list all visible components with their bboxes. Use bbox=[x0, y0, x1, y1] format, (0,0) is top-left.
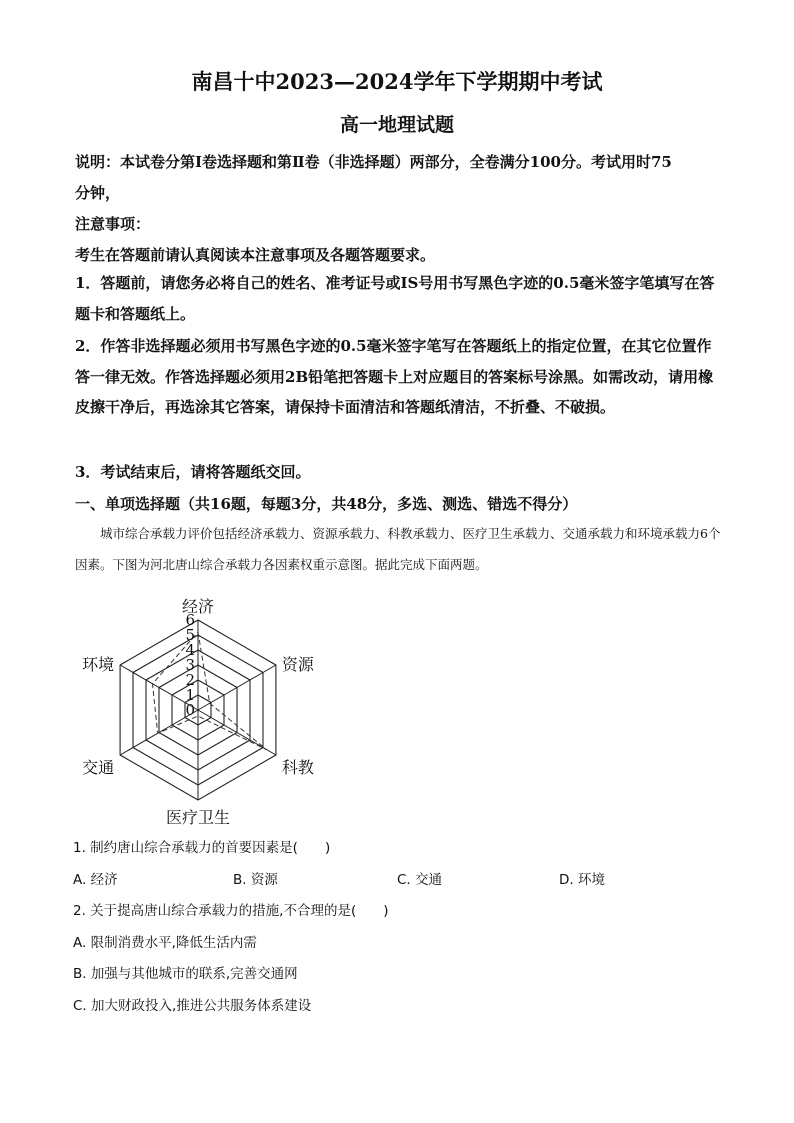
radar-spokes bbox=[120, 620, 276, 800]
radar-axis-label-4: 医疗卫生 bbox=[165, 808, 231, 827]
section-intro: 城市综合承载力评价包括经济承载力、资源承载力、科教承载力、医疗卫生承载力、交通承载力和环境承载力6个因素。下图为河北唐山综合承载力各因素权重示意图。据此完成下面两题。 bbox=[75, 526, 721, 572]
radar-tick-6: 6 bbox=[185, 611, 195, 629]
notes-item-3: 3．考试结束后，请将答题纸交回。 bbox=[75, 463, 311, 481]
question-2-option-b[interactable]: B. 加强与其他城市的联系,完善交通网 bbox=[73, 966, 298, 982]
section-heading: 一、单项选择题（共16题，每题3分，共48分，多选、测选、错选不得分） bbox=[75, 495, 578, 513]
exam-subtitle: 高一地理试题 bbox=[339, 114, 454, 136]
description-line-2: 分钟， bbox=[75, 184, 121, 202]
question-2-option-a[interactable]: A. 限制消费水平,降低生活内需 bbox=[73, 935, 257, 951]
radar-axis-label-2: 资源 bbox=[281, 655, 314, 674]
notes-reminder: 考生在答题前请认真阅读本注意事项及各题答题要求。 bbox=[75, 246, 436, 264]
question-2-stem: 2. 关于提高唐山综合承载力的措施,不合理的是( ) bbox=[73, 903, 389, 919]
radar-tick-0: 0 bbox=[185, 701, 195, 719]
question-1-option-c[interactable]: C. 交通 bbox=[397, 872, 443, 888]
exam-title: 南昌十中2023—2024学年下学期期中考试 bbox=[191, 69, 603, 94]
radar-tick-labels bbox=[185, 611, 195, 719]
notes-item-2: 2．作答非选择题必须用书写黑色字迹的0.5毫米签字笔写在答题纸上的指定位置，在其它位置作答一律无效。作答选择题必须用2B铅笔把答题卡上对应题目的答案标号涂黑。如需改动，请用橡皮擦干净后，再选涂其它答案，请保持卡面清洁和答题纸清洁，不折叠、不破损。 bbox=[75, 337, 714, 416]
question-1-stem: 1. 制约唐山综合承载力的首要因素是( ) bbox=[73, 840, 331, 856]
question-1-option-d[interactable]: D. 环境 bbox=[559, 872, 605, 888]
radar-axis-label-3: 科教 bbox=[281, 758, 314, 777]
radar-axis-label-6: 环境 bbox=[82, 655, 115, 674]
radar-tick-1: 1 bbox=[185, 686, 195, 704]
question-1-option-a[interactable]: A. 经济 bbox=[73, 872, 118, 888]
radar-tick-5: 5 bbox=[185, 626, 195, 644]
radar-tick-4: 4 bbox=[185, 641, 195, 659]
question-1-option-b[interactable]: B. 资源 bbox=[233, 872, 278, 888]
radar-chart bbox=[60, 580, 350, 830]
radar-tick-2: 2 bbox=[185, 671, 195, 689]
notes-item-1: 1．答题前，请您务必将自己的姓名、准考证号或IS号用书写黑色字迹的0.5毫米签字笔填写在答题卡和答题纸上。 bbox=[75, 274, 715, 323]
notes-heading: 注意事项： bbox=[75, 215, 151, 233]
question-2-option-c[interactable]: C. 加大财政投入,推进公共服务体系建设 bbox=[73, 998, 312, 1014]
radar-axis-label-1: 经济 bbox=[181, 597, 215, 616]
radar-tick-3: 3 bbox=[185, 656, 195, 674]
radar-axis-label-5: 交通 bbox=[82, 758, 115, 777]
description-line-1: 说明：本试卷分第Ⅰ卷选择题和第Ⅱ卷（非选择题）两部分，全卷满分100分。考试用时75 bbox=[75, 153, 672, 171]
